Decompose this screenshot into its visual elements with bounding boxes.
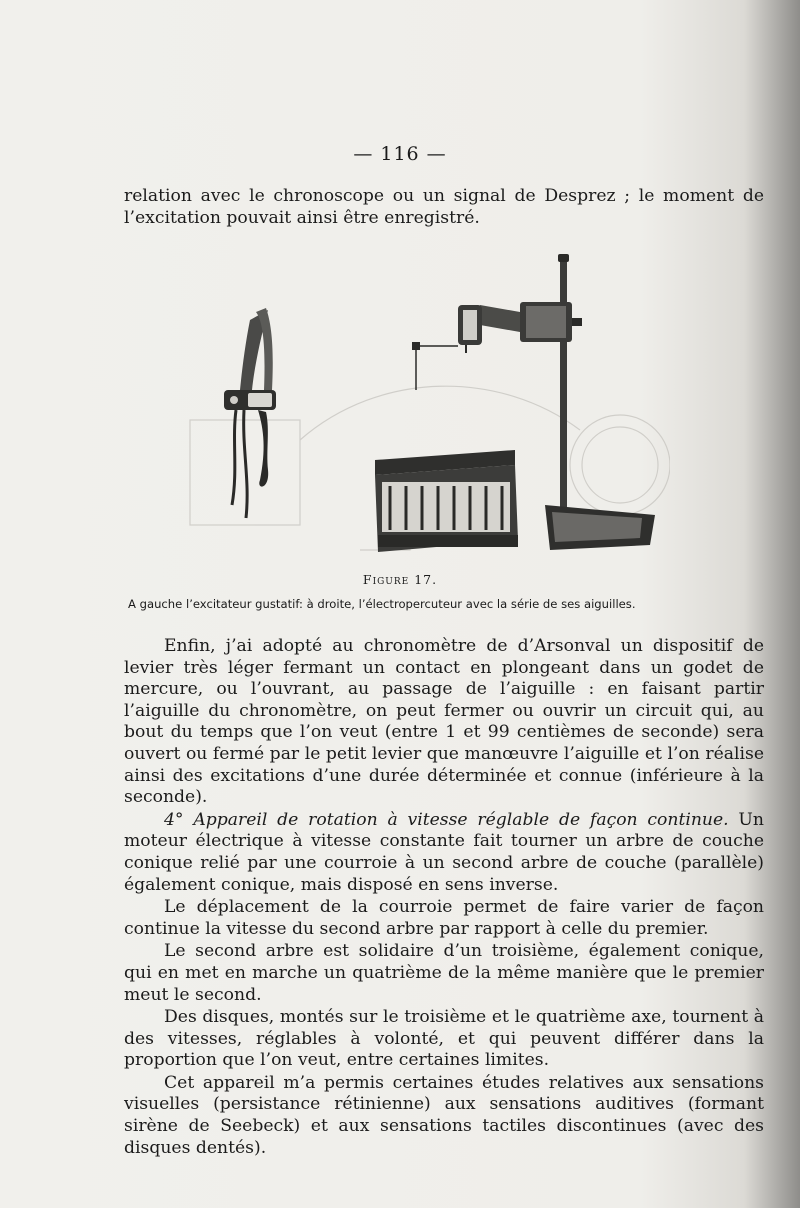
- gustatory-exciter-drawing: [224, 308, 276, 518]
- section-body: Un moteur électrique à vitesse constante fait tourner un arbre de couche conique relié par une courroie à un second arbre de couche (parallèle) également conique, mais disposé en sens inverse.: [124, 809, 764, 895]
- needle-series-box-drawing: [375, 450, 518, 552]
- figure-title: Figure 17.: [362, 572, 438, 587]
- paragraph-disques: Des disques, montés sur le troisième et le quatrième axe, tournent à des vitesses, réglables à volonté, et qui peuvent différer dans la proportion que l’on veut, entre certaines limites.: [124, 1007, 764, 1071]
- figure-17-illustration: [180, 250, 670, 570]
- main-text: [124, 636, 764, 1159]
- paragraph-courroie: Le déplacement de la courroie permet de faire varier de façon continue la vitesse du second arbre par rapport à celle du premier.: [124, 897, 764, 939]
- paragraph-second-arbre: Le second arbre est solidaire d’un troisième, également conique, qui en met en marche un quatrième de la même manière que le premier meut le second.: [124, 941, 764, 1005]
- paragraph-sensations: Cet appareil m’a permis certaines études relatives aux sensations visuelles (persistance rétinienne) aux sensations auditives (formant sirène de Seebeck) et aux sensations tactiles discontinues (avec des disques dentés).: [124, 1072, 764, 1158]
- section-heading: 4° Appareil de rotation à vitesse réglable de façon continue.: [164, 809, 729, 830]
- intro-text: [124, 186, 764, 229]
- paragraph-appareil-rotation: [124, 810, 764, 896]
- paragraph-chronometre: Enfin, j’ai adopté au chronomètre de d’Arsonval un dispositif de levier très léger fermant un contact en plongeant dans un godet de mercure, ou l’ouvrant, au passage de l’aiguille : en faisant partir l’aiguille du chronomètre, on peut fermer ou ouvrir un circuit qui, au bout du temps que l’on veut (entre 1 et 99 centièmes de seconde) sera ouvert ou fermé par le petit levier que manœuvre l’aiguille et l’on réalise ainsi des excitations d’une durée déterminée et connue (inférieure à la seconde).: [124, 636, 764, 808]
- figure-caption: A gauche l’excitateur gustatif: à droite, l’électropercuteur avec la série de ses aiguilles.: [128, 597, 636, 611]
- intro-paragraph: relation avec le chronoscope ou un signal de Desprez ; le moment de l’excitation pouvait ainsi être enregistré.: [124, 186, 764, 228]
- page-number: — 116 —: [353, 143, 447, 165]
